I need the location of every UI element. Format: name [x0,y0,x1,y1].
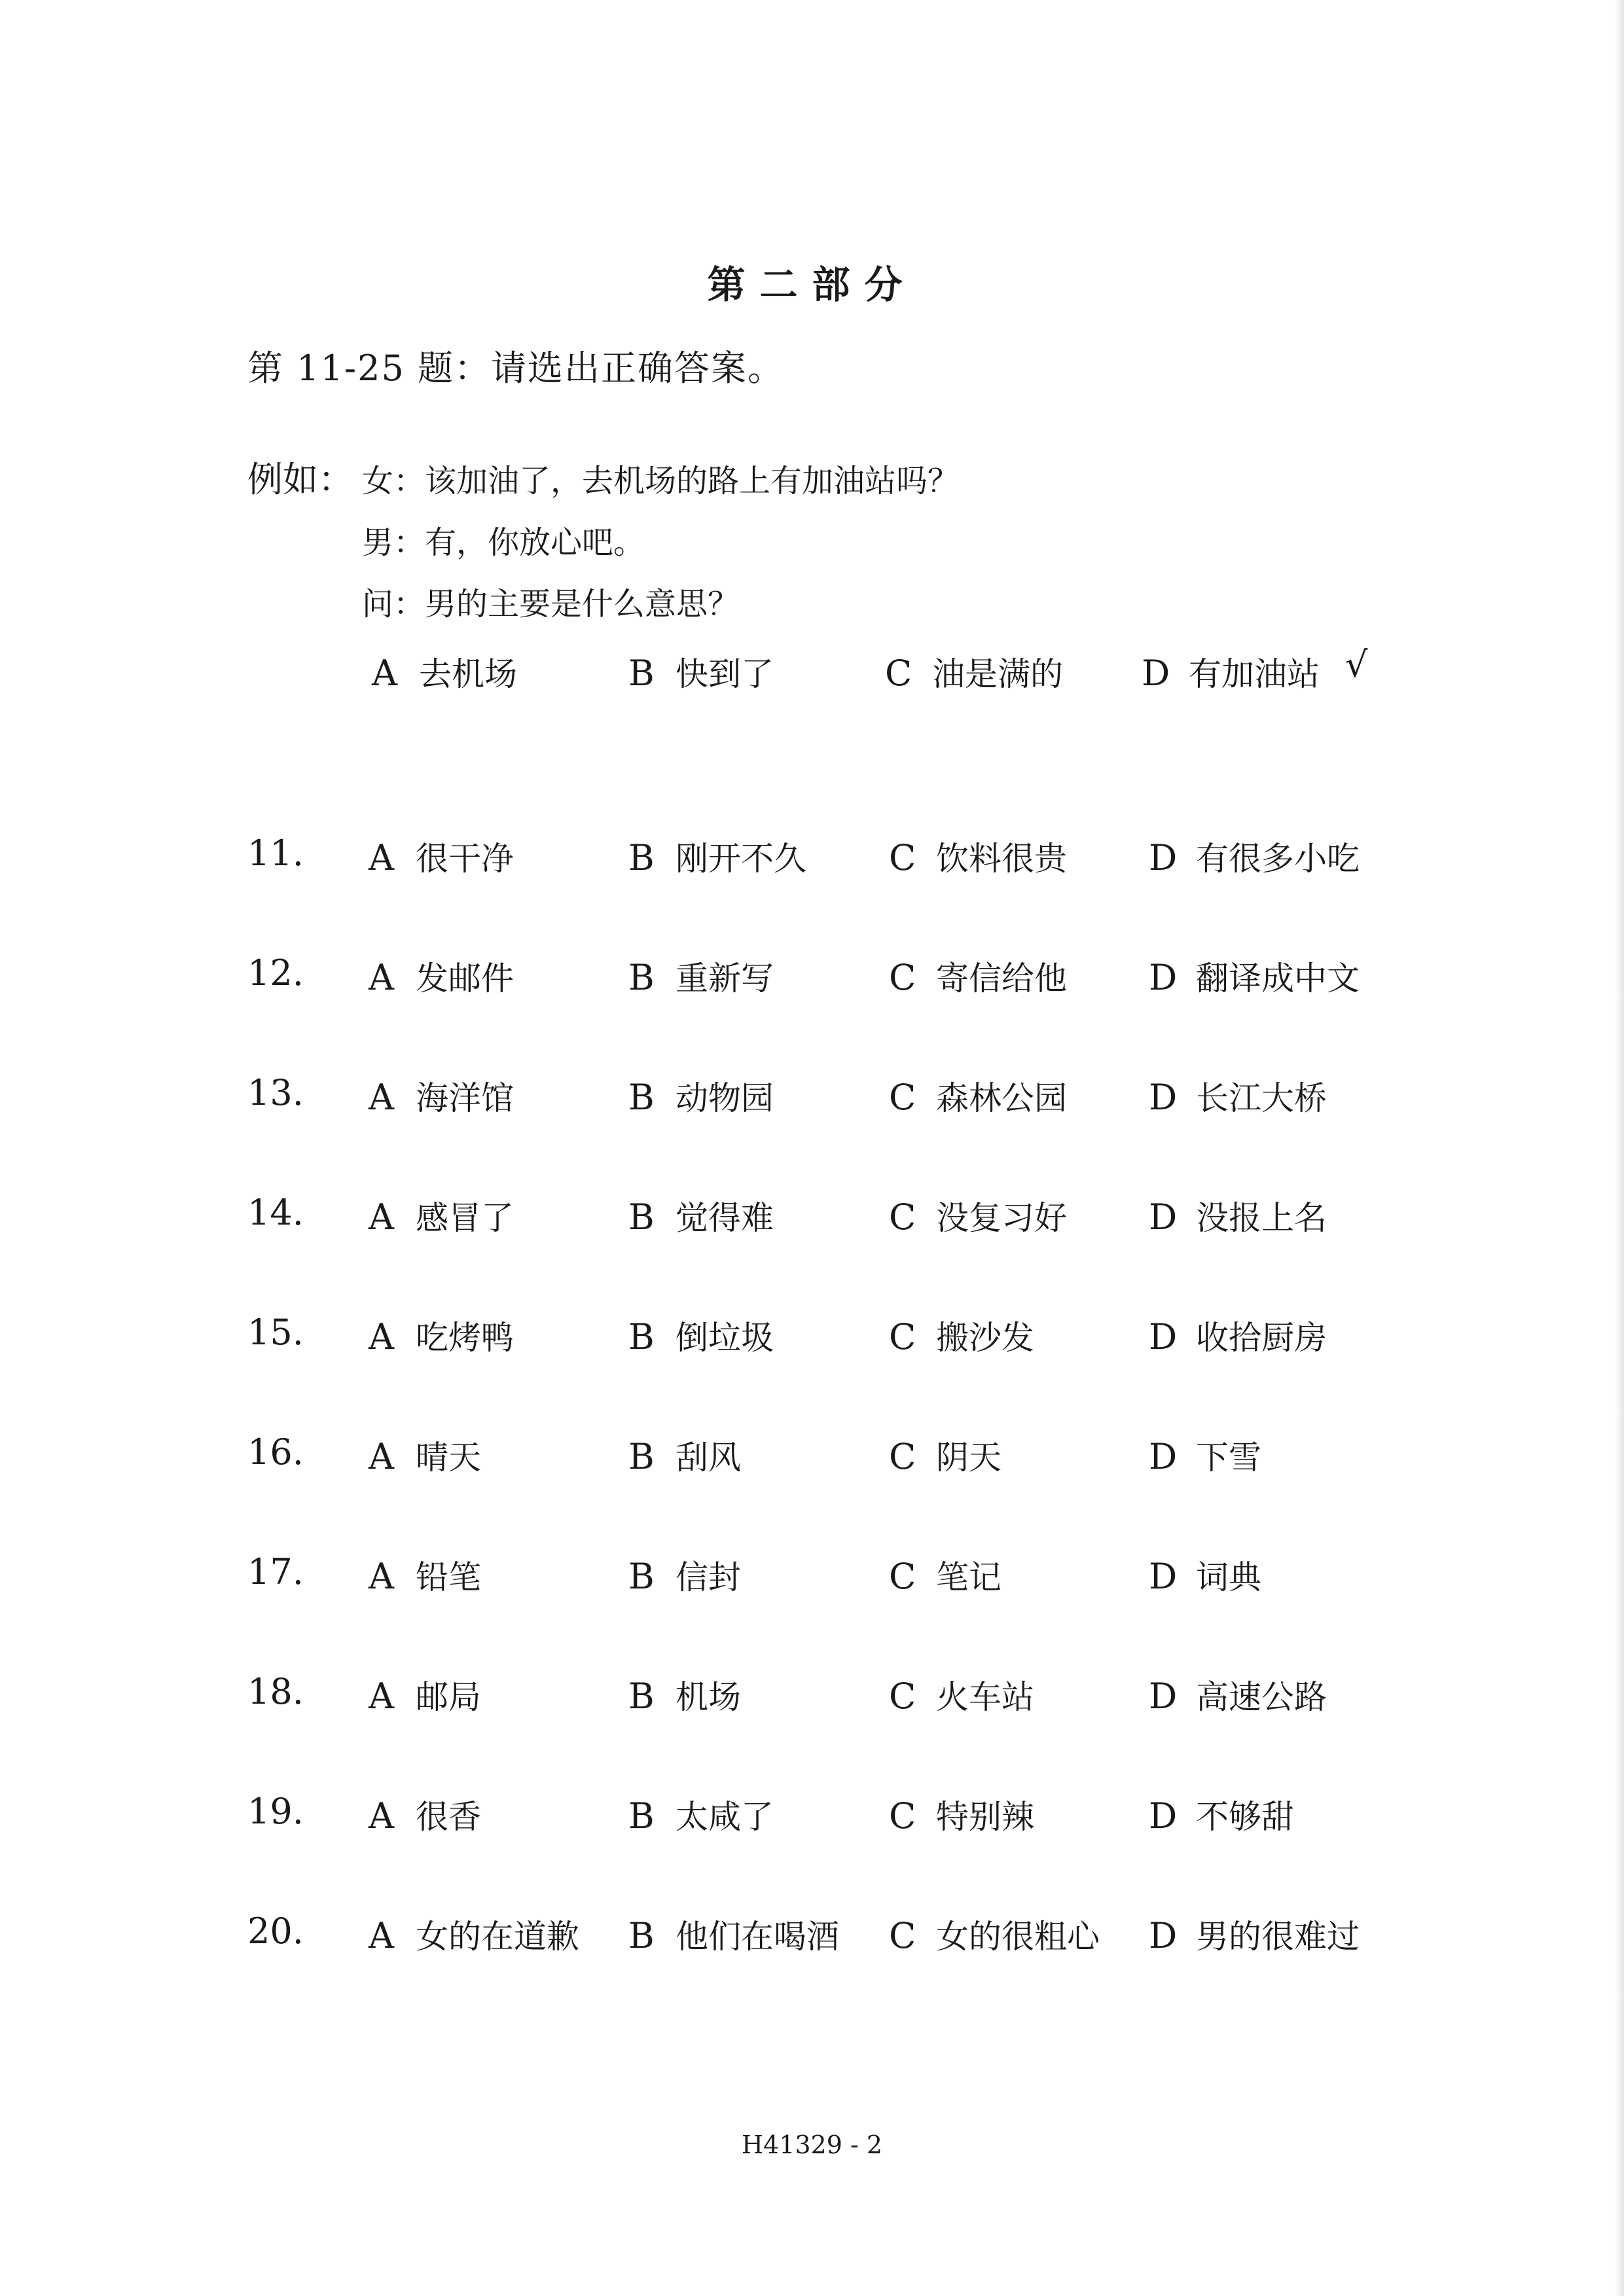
answer-option-d[interactable] [1149,833,1360,880]
option-letter: C [889,1436,916,1477]
option-letter: A [369,1915,394,1956]
option-text: 火车站 [936,1678,1034,1716]
option-letter: C [889,1196,916,1238]
option-letter: B [628,653,655,694]
option-letter: A [369,957,394,998]
question-row [0,1072,1624,1124]
question-number: 20. [247,1910,304,1952]
answer-option-b[interactable] [628,1671,741,1718]
checkmark-icon: √ [1345,644,1368,685]
option-letter: B [628,1316,655,1357]
answer-option-d[interactable] [1149,952,1360,999]
option-letter: D [1149,1915,1178,1956]
answer-option-a[interactable] [369,1910,579,1958]
page-footer: H41329 - 2 [741,2130,883,2159]
option-text: 有很多小吃 [1196,840,1360,878]
option-text: 邮局 [416,1678,481,1716]
option-text: 特别辣 [936,1798,1034,1836]
question-number: 12. [247,952,304,994]
answer-option-b[interactable] [628,1072,774,1119]
option-letter: A [372,653,397,694]
answer-option-b[interactable] [628,1551,741,1598]
option-letter: D [1149,1436,1178,1477]
question-number: 16. [247,1431,304,1473]
option-text: 很香 [416,1798,481,1836]
section-title: 第二部分 [707,262,917,307]
option-text: 机场 [676,1678,741,1716]
option-letter: A [369,837,394,878]
answer-option-c[interactable] [889,1312,1034,1359]
answer-option-b[interactable] [628,1910,839,1958]
option-letter: D [1149,957,1178,998]
option-letter: A [369,1436,394,1477]
answer-option-d[interactable] [1149,1671,1327,1718]
option-text: 没复习好 [936,1199,1067,1237]
option-text: 饮料很贵 [936,840,1067,878]
answer-option-a[interactable] [369,1551,481,1598]
option-letter: A [369,1795,394,1837]
option-letter: B [628,1915,655,1956]
option-letter: B [628,1676,655,1717]
answer-option-a[interactable] [369,1192,514,1239]
option-letter: C [889,1316,916,1357]
option-letter: C [889,957,916,998]
answer-option-a[interactable] [369,1791,481,1838]
answer-option-b[interactable] [628,1312,774,1359]
option-text: 觉得难 [676,1199,774,1237]
option-letter: B [628,1556,655,1597]
question-row [0,1910,1624,1963]
option-letter: C [885,653,912,694]
answer-option-c[interactable] [889,1910,1100,1958]
option-text: 高速公路 [1196,1678,1327,1716]
example-question: 问：男的主要是什么意思？ [362,586,740,622]
question-row [0,1671,1624,1723]
answer-option-c[interactable] [889,833,1067,880]
answer-option-c[interactable] [889,1671,1034,1718]
option-letter: D [1149,1316,1178,1357]
question-row [0,1312,1624,1364]
answer-option-c[interactable] [889,1791,1034,1838]
option-letter: B [628,1077,655,1118]
option-text: 刚开不久 [676,840,806,878]
option-text: 铅笔 [416,1558,481,1596]
option-letter: C [889,837,916,878]
option-letter: C [889,1915,916,1956]
option-text: 感冒了 [416,1199,514,1237]
option-letter: D [1149,1676,1178,1717]
answer-option-d[interactable] [1149,1551,1261,1598]
option-letter: D [1142,653,1170,694]
answer-option-c[interactable] [889,1551,1001,1598]
answer-option-b[interactable] [628,833,806,880]
question-number: 14. [247,1192,304,1233]
answer-option-a[interactable] [369,833,514,880]
option-text: 下雪 [1196,1439,1261,1477]
example-options-row [0,644,1624,700]
example-option-c[interactable] [885,648,1063,695]
example-dialogue-woman: 女：该加油了，去机场的路上有加油站吗？ [362,463,960,499]
option-text: 他们在喝酒 [676,1918,839,1956]
question-row [0,1192,1624,1244]
option-letter: D [1149,1556,1178,1597]
option-letter: C [889,1077,916,1118]
option-text: 女的很粗心 [936,1918,1100,1956]
answer-option-d[interactable] [1149,1312,1327,1359]
answer-option-a[interactable] [369,1431,481,1479]
option-text: 动物园 [676,1079,774,1117]
option-text: 海洋馆 [416,1079,514,1117]
option-text: 寄信给他 [936,960,1067,997]
option-text: 倒垃圾 [676,1319,774,1357]
question-number: 17. [247,1551,304,1592]
option-text: 晴天 [416,1439,481,1477]
answer-option-a[interactable] [369,1671,481,1718]
answer-option-b[interactable] [628,1791,774,1838]
option-text: 信封 [676,1558,741,1596]
option-letter: A [369,1676,394,1717]
answer-option-d[interactable] [1149,1072,1327,1119]
option-text: 有加油站 [1189,655,1320,693]
answer-option-a[interactable] [369,952,514,999]
question-number: 18. [247,1671,304,1712]
option-letter: D [1149,1196,1178,1238]
option-text: 很干净 [416,840,514,878]
answer-option-c[interactable] [889,1431,1001,1479]
answer-option-c[interactable] [889,952,1067,999]
option-letter: C [889,1795,916,1837]
option-letter: A [369,1196,394,1238]
option-text: 收拾厨房 [1196,1319,1327,1357]
question-row [0,1791,1624,1843]
option-letter: B [628,957,655,998]
instruction-text: 第 11-25 题：请选出正确答案。 [247,348,785,389]
option-text: 油是满的 [932,655,1063,693]
option-letter: A [369,1556,394,1597]
option-letter: A [369,1316,394,1357]
option-letter: B [628,837,655,878]
example-option-a[interactable] [372,648,517,695]
answer-option-d[interactable] [1149,1431,1261,1479]
example-dialogue-man: 男：有，你放心吧。 [362,524,645,561]
answer-option-b[interactable] [628,1192,774,1239]
answer-option-b[interactable] [628,952,774,999]
option-text: 词典 [1196,1558,1261,1596]
answer-option-d[interactable] [1149,1192,1327,1239]
option-text: 没报上名 [1196,1199,1327,1237]
answer-option-c[interactable] [889,1192,1067,1239]
option-text: 女的在道歉 [416,1918,579,1956]
option-text: 男的很难过 [1196,1918,1360,1956]
option-text: 阴天 [936,1439,1001,1477]
option-text: 森林公园 [936,1079,1067,1117]
answer-option-d[interactable] [1149,1791,1294,1838]
question-row [0,952,1624,1005]
answer-option-a[interactable] [369,1312,514,1359]
option-text: 笔记 [936,1558,1001,1596]
option-text: 翻译成中文 [1196,960,1360,997]
answer-option-c[interactable] [889,1072,1067,1119]
example-label: 例如： [247,459,353,500]
question-row [0,833,1624,885]
option-text: 太咸了 [676,1798,774,1836]
option-text: 不够甜 [1196,1798,1294,1836]
option-text: 快到了 [676,655,774,693]
option-text: 发邮件 [416,960,514,997]
option-text: 长江大桥 [1196,1079,1327,1117]
option-letter: B [628,1436,655,1477]
answer-option-d[interactable] [1149,1910,1360,1958]
option-letter: C [889,1676,916,1717]
example-option-d[interactable] [1142,648,1320,695]
option-letter: D [1149,837,1178,878]
question-number: 11. [247,833,304,874]
question-number: 19. [247,1791,304,1832]
option-text: 重新写 [676,960,774,997]
question-number: 13. [247,1072,304,1113]
option-letter: B [628,1196,655,1238]
question-row [0,1551,1624,1604]
example-option-b[interactable] [628,648,774,695]
question-row [0,1431,1624,1484]
question-number: 15. [247,1312,304,1353]
option-text: 刮风 [676,1439,741,1477]
option-letter: B [628,1795,655,1837]
option-text: 去机场 [419,655,517,693]
option-letter: D [1149,1795,1178,1837]
answer-option-a[interactable] [369,1072,514,1119]
answer-option-b[interactable] [628,1431,741,1479]
option-letter: C [889,1556,916,1597]
option-letter: D [1149,1077,1178,1118]
option-letter: A [369,1077,394,1118]
option-text: 吃烤鸭 [416,1319,514,1357]
option-text: 搬沙发 [936,1319,1034,1357]
